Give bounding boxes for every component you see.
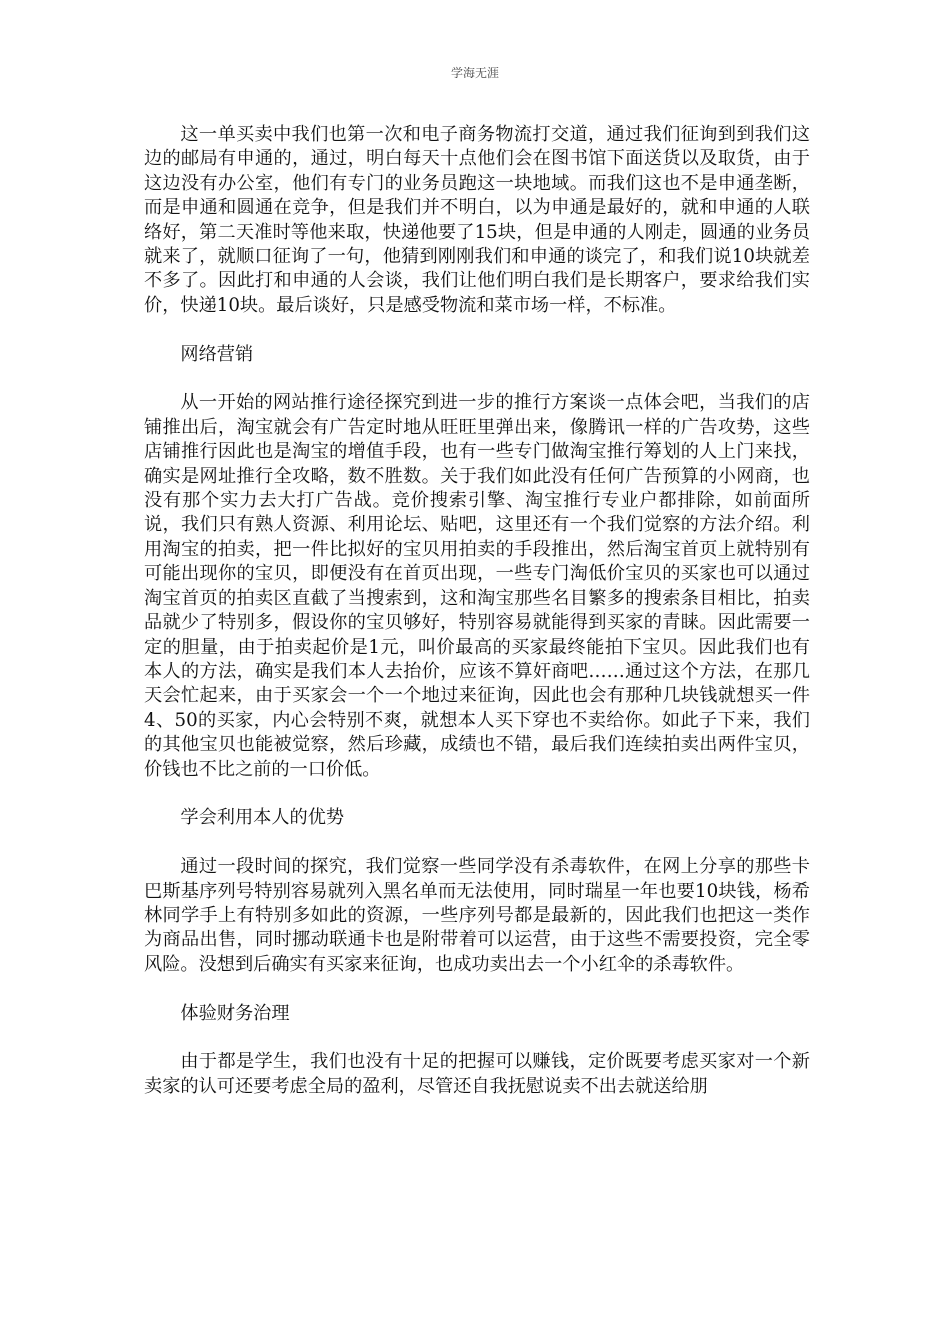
section-heading-financial-management: 体验财务治理 <box>180 1002 290 1024</box>
paragraph-finance: 由于都是学生，我们也没有十足的把握可以赚钱，定价既要考虑买家对一个新卖家的认可还要考虑全局的盈利，尽管还自我抚慰说卖不出去就送给朋 <box>144 1051 810 1097</box>
section-heading-online-marketing: 网络营销 <box>180 343 254 365</box>
paragraph-advantages: 通过一段时间的探究，我们觉察一些同学没有杀毒软件，在网上分享的那些卡巴斯基序列号特别容易就列入黑名单而无法使用，同时瑞星一年也要10块钱，杨希林同学手上有特别多如此的资源，一些序列号都是最新的，因此我们也把这一类作为商品出售，同时挪动联通卡也是附带着可以运营，由于这些不需要投资，完全零风险。没想到后确实有买家来征询，也成功卖出去一个小红伞的杀毒软件。 <box>144 856 810 975</box>
page-header: 学海无涯 <box>450 66 499 80</box>
document-body <box>144 123 810 1124</box>
paragraph-marketing: 从一开始的网站推行途径探究到进一步的推行方案谈一点体会吧，当我们的店铺推出后，淘宝就会有广告定时地从旺旺里弹出来，像腾讯一样的广告攻势，这些店铺推行因此也是淘宝的增值手段，也有一些专门做淘宝推行筹划的人上门来找，确实是网址推行全攻略，数不胜数。关于我们如此没有任何广告预算的小网商，也没有那个实力去大打广告战。竞价搜索引擎、淘宝推行专业户都排除，如前面所说，我们只有熟人资源、利用论坛、贴吧，这里还有一个我们觉察的方法介绍。利用淘宝的拍卖，把一件比拟好的宝贝用拍卖的手段推出，然后淘宝首页上就特别有可能出现你的宝贝，即便没有在首页出现，一些专门淘低价宝贝的买家也可以通过淘宝首页的拍卖区直截了当搜索到，这和淘宝那些名目繁多的搜索条目相比，拍卖品就少了特别多，假设你的宝贝够好，特别容易就能得到买家的青睐。因此需要一定的胆量，由于拍卖起价是1元，叫价最高的买家最终能拍下宝贝。因此我们也有本人的方法，确实是我们本人去抬价，应该不算奸商吧……通过这个方法，在那几天会忙起来，由于买家会一个一个地过来征询，因此也会有那种几块钱就想买一件4、50的买家，内心会特别不爽，就想本人买下穿也不卖给你。如此子下来，我们的其他宝贝也能被觉察，然后珍藏，成绩也不错，最后我们连续拍卖出两件宝贝，价钱也不比之前的一口价低。 <box>144 392 810 780</box>
paragraph-logistics: 这一单买卖中我们也第一次和电子商务物流打交道，通过我们征询到到我们这边的邮局有申通的，通过，明白每天十点他们会在图书馆下面送货以及取货，由于这边没有办公室，他们有专门的业务员跑这一块地域。而我们这也不是申通垄断，而是申通和圆通在竞争，但是我们并不明白，以为申通是最好的，就和申通的人联络好，第二天准时等他来取，快递他要了15块，但是申通的人刚走，圆通的业务员就来了，就顺口征询了一句，他猜到刚刚我们和申通的谈完了，和我们说10块就差不多了。因此打和申通的人会谈，我们让他们明白我们是长期客户，要求给我们实价，快递10块。最后谈好，只是感受物流和菜市场一样，不标准。 <box>144 124 810 316</box>
section-heading-own-advantages: 学会利用本人的优势 <box>180 807 345 829</box>
